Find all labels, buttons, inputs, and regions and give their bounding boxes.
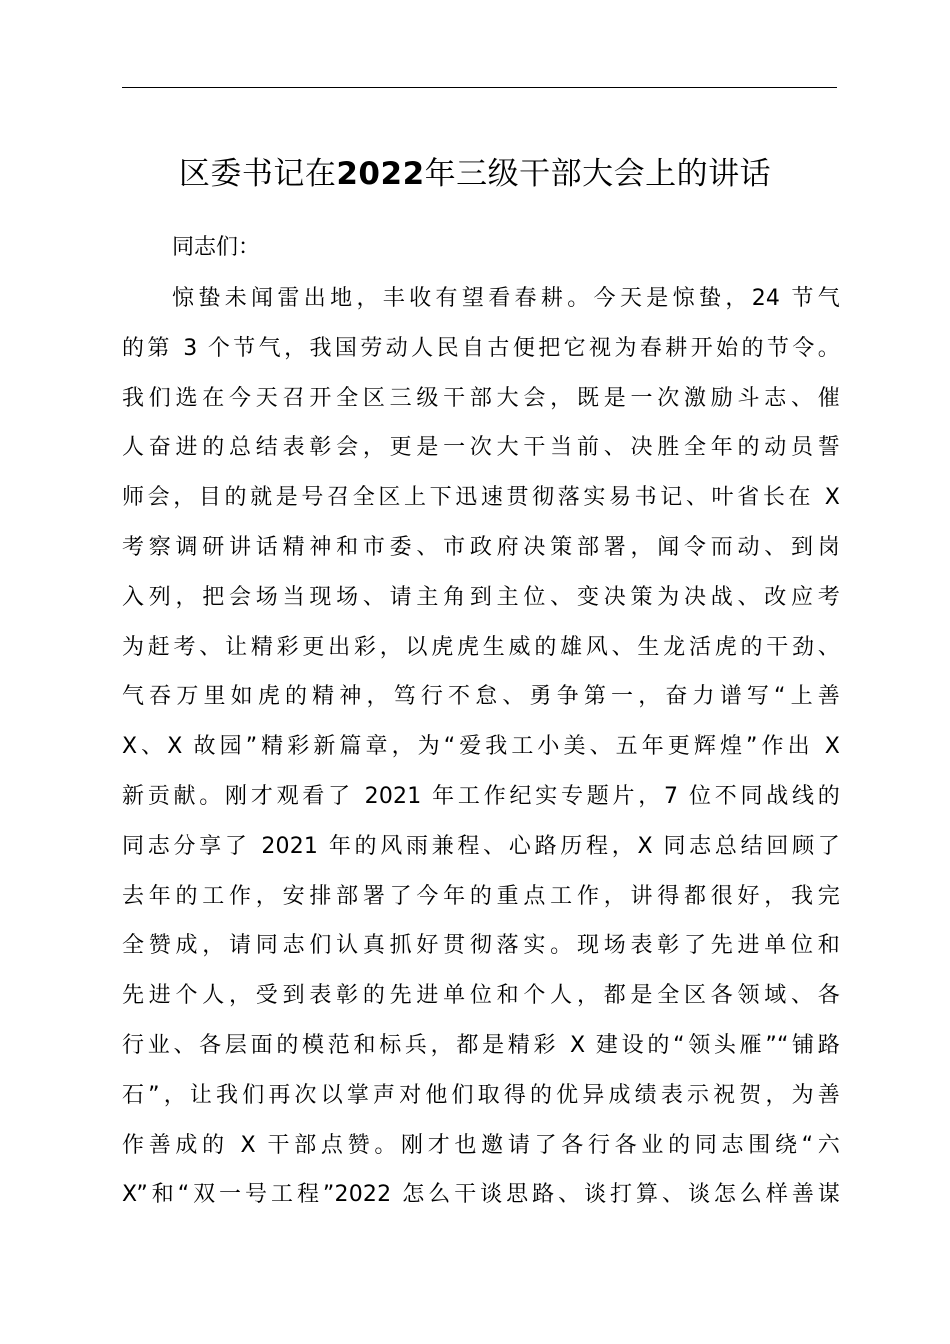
body-line: 的第 3 个节气，我国劳动人民自古便把它视为春耕开始的节令。 <box>122 335 840 361</box>
body-line: 惊蛰未闻雷出地，丰收有望看春耕。今天是惊蛰，24 节气 <box>172 286 840 311</box>
body-line: 行业、各层面的模范和标兵，都是精彩 X 建设的“领头雁”“铺路 <box>122 1032 840 1058</box>
body-line: 石”，让我们再次以掌声对他们取得的优异成绩表示祝贺，为善 <box>122 1082 840 1108</box>
title-prefix: 区委书记在 <box>178 156 337 192</box>
body-line: 去年的工作，安排部署了今年的重点工作，讲得都很好，我完 <box>122 883 840 909</box>
body-line: 考察调研讲话精神和市委、市政府决策部署，闻令而动、到岗 <box>122 534 840 560</box>
body-line: 新贡献。刚才观看了 2021 年工作纪实专题片，7 位不同战线的 <box>122 783 840 809</box>
body-line: 气吞万里如虎的精神，笃行不怠、勇争第一，奋力谱写“上善 <box>122 684 840 710</box>
body-line: 同志分享了 2021 年的风雨兼程、心路历程，X 同志总结回顾了 <box>122 833 840 859</box>
header-rule <box>122 87 837 88</box>
body-line: 先进个人，受到表彰的先进单位和个人，都是全区各领域、各 <box>122 983 840 1009</box>
title-suffix: 年三级干部大会上的讲话 <box>424 156 772 192</box>
body-line: X”和“双一号工程”2022 怎么干谈思路、谈打算、谈怎么样善谋 <box>122 1182 840 1208</box>
salutation: 同志们： <box>172 235 261 260</box>
title-year: 2022 <box>336 156 425 192</box>
body-line: 入列，把会场当现场、请主角到主位、变决策为决战、改应考 <box>122 584 840 610</box>
body-line: 作善成的 X 干部点赞。刚才也邀请了各行各业的同志围绕“六 <box>122 1132 840 1158</box>
body-line: 师会，目的就是号召全区上下迅速贯彻落实易书记、叶省长在 X <box>122 485 840 511</box>
body-line: X、X 故园”精彩新篇章，为“爱我工小美、五年更辉煌”作出 X <box>122 734 840 760</box>
body-line: 人奋进的总结表彰会，更是一次大干当前、决胜全年的动员誓 <box>122 435 840 461</box>
body-line: 为赶考、让精彩更出彩，以虎虎生威的雄风、生龙活虎的干劲、 <box>122 634 840 660</box>
document-title <box>0 150 950 198</box>
body-line: 全赞成，请同志们认真抓好贯彻落实。现场表彰了先进单位和 <box>122 933 840 959</box>
body-line: 我们选在今天召开全区三级干部大会，既是一次激励斗志、催 <box>122 385 840 411</box>
body-text <box>122 279 840 1225</box>
